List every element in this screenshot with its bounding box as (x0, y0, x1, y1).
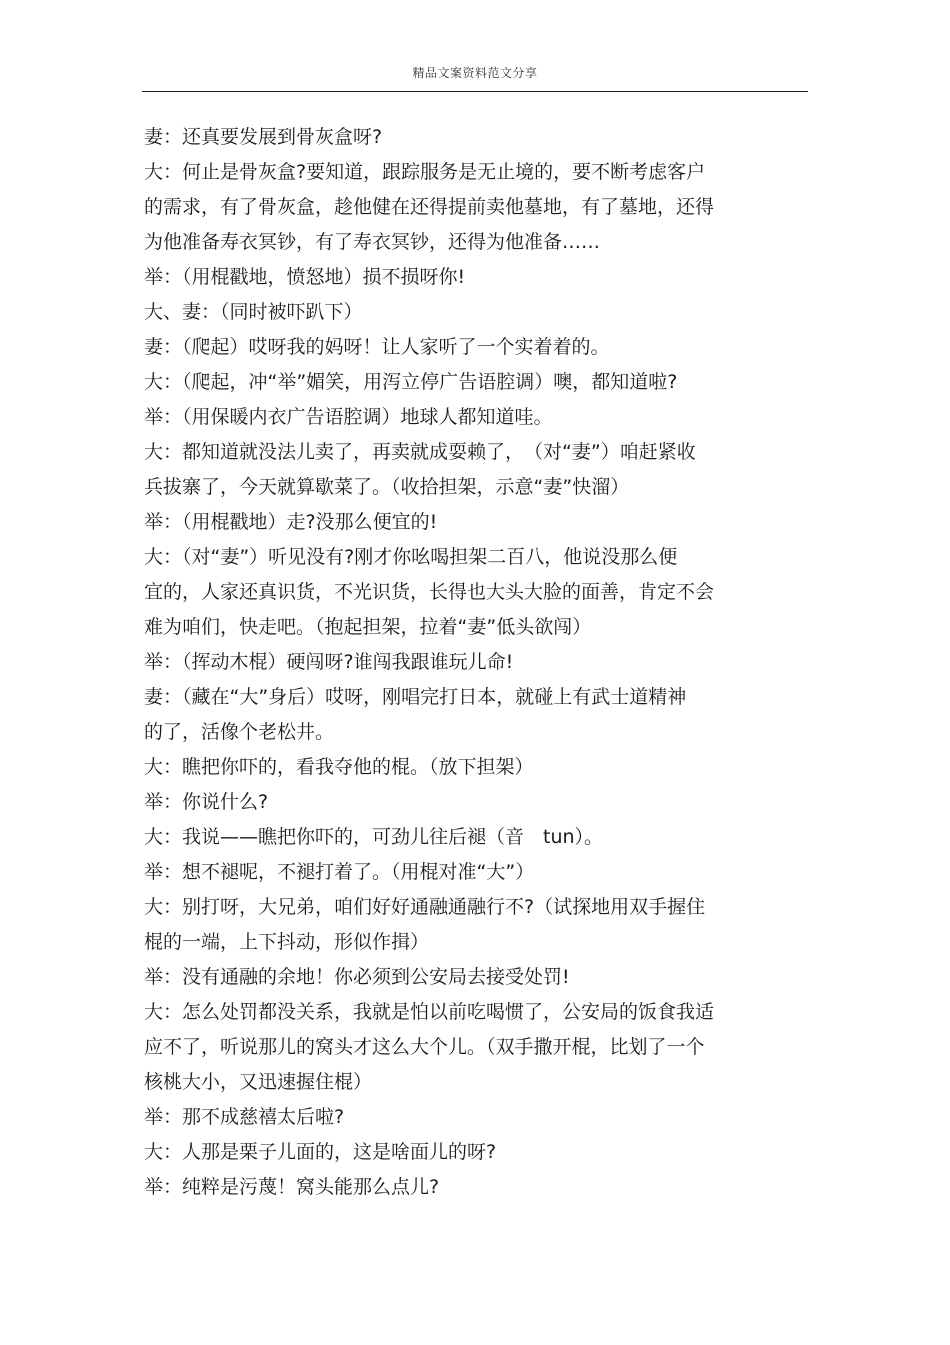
header-divider (142, 91, 808, 92)
text-line: 举：（用棍戳地，愤怒地）损不损呀你! (144, 266, 466, 288)
text-line: 大：（爬起，冲“举”媚笑，用泻立停广告语腔调）噢，都知道啦? (144, 371, 678, 393)
text-line: 兵拔寨了，今天就算歇菜了。（收拾担架，示意“妻”快溜） (144, 476, 630, 498)
text-line: 大：别打呀，大兄弟，咱们好好通融通融行不?（试探地用双手握住 (144, 896, 706, 918)
text-line: 大：怎么处罚都没关系，我就是怕以前吃喝惯了，公安局的饭食我适 (144, 1001, 715, 1023)
text-line: 大：人那是栗子儿面的，这是啥面儿的呀? (144, 1141, 497, 1163)
text-line: 举：那不成慈禧太后啦? (144, 1106, 345, 1128)
text-line: 难为咱们，快走吧。（抱起担架，拉着“妻”低头欲闯） (144, 616, 592, 638)
text-line: 棍的一端，上下抖动，形似作揖） (144, 931, 430, 953)
text-line: 大：（对“妻”）听见没有?刚才你吆喝担架二百八，他说没那么便 (144, 546, 678, 568)
text-line: 大：何止是骨灰盒?要知道，跟踪服务是无止境的，要不断考虑客户 (144, 161, 706, 183)
text-line: 举：（用棍戳地）走?没那么便宜的! (144, 511, 438, 533)
text-line: 妻：还真要发展到骨灰盒呀? (144, 126, 383, 148)
text-line: 大：瞧把你吓的，看我夺他的棍。（放下担架） (144, 756, 534, 778)
text-line: 举：你说什么? (144, 791, 269, 813)
text-line: 的需求，有了骨灰盒，趁他健在还得提前卖他墓地，有了墓地，还得 (144, 196, 715, 218)
text-line: 举：（用保暖内衣广告语腔调）地球人都知道哇。 (144, 406, 553, 428)
text-line: 的了，活像个老松井。 (144, 721, 335, 743)
text-line: 大：我说——瞧把你吓的，可劲儿往后褪（音 tun）。 (144, 826, 604, 848)
text-line: 妻：（藏在“大”身后）哎呀，刚唱完打日本，就碰上有武士道精神 (144, 686, 687, 708)
page-header: 精品文案资料范文分享 (412, 66, 538, 80)
text-line: 妻：（爬起）哎呀我的妈呀！让人家听了一个实着着的。 (144, 336, 610, 358)
text-line: 大：都知道就没法儿卖了，再卖就成耍赖了， （对“妻”）咱赶紧收 (144, 441, 696, 463)
text-line: 举：没有通融的余地！你必须到公安局去接受处罚! (144, 966, 570, 988)
text-line: 举：（挥动木棍）硬闯呀?谁闯我跟谁玩儿命! (144, 651, 514, 673)
document-body (144, 120, 792, 1205)
text-line: 大、妻：（同时被吓趴下） (144, 301, 363, 323)
text-line: 举：纯粹是污蔑！窝头能那么点儿? (144, 1176, 440, 1198)
text-line: 举：想不褪呢，不褪打着了。（用棍对准“大”） (144, 861, 535, 883)
text-line: 宜的，人家还真识货，不光识货，长得也大头大脸的面善，肯定不会 (144, 581, 715, 603)
text-line: 核桃大小，又迅速握住棍） (144, 1071, 373, 1093)
text-line: 为他准备寿衣冥钞，有了寿衣冥钞，还得为他准备…… (144, 231, 601, 253)
text-line: 应不了，听说那儿的窝头才这么大个儿。（双手撒开棍，比划了一个 (144, 1036, 705, 1058)
